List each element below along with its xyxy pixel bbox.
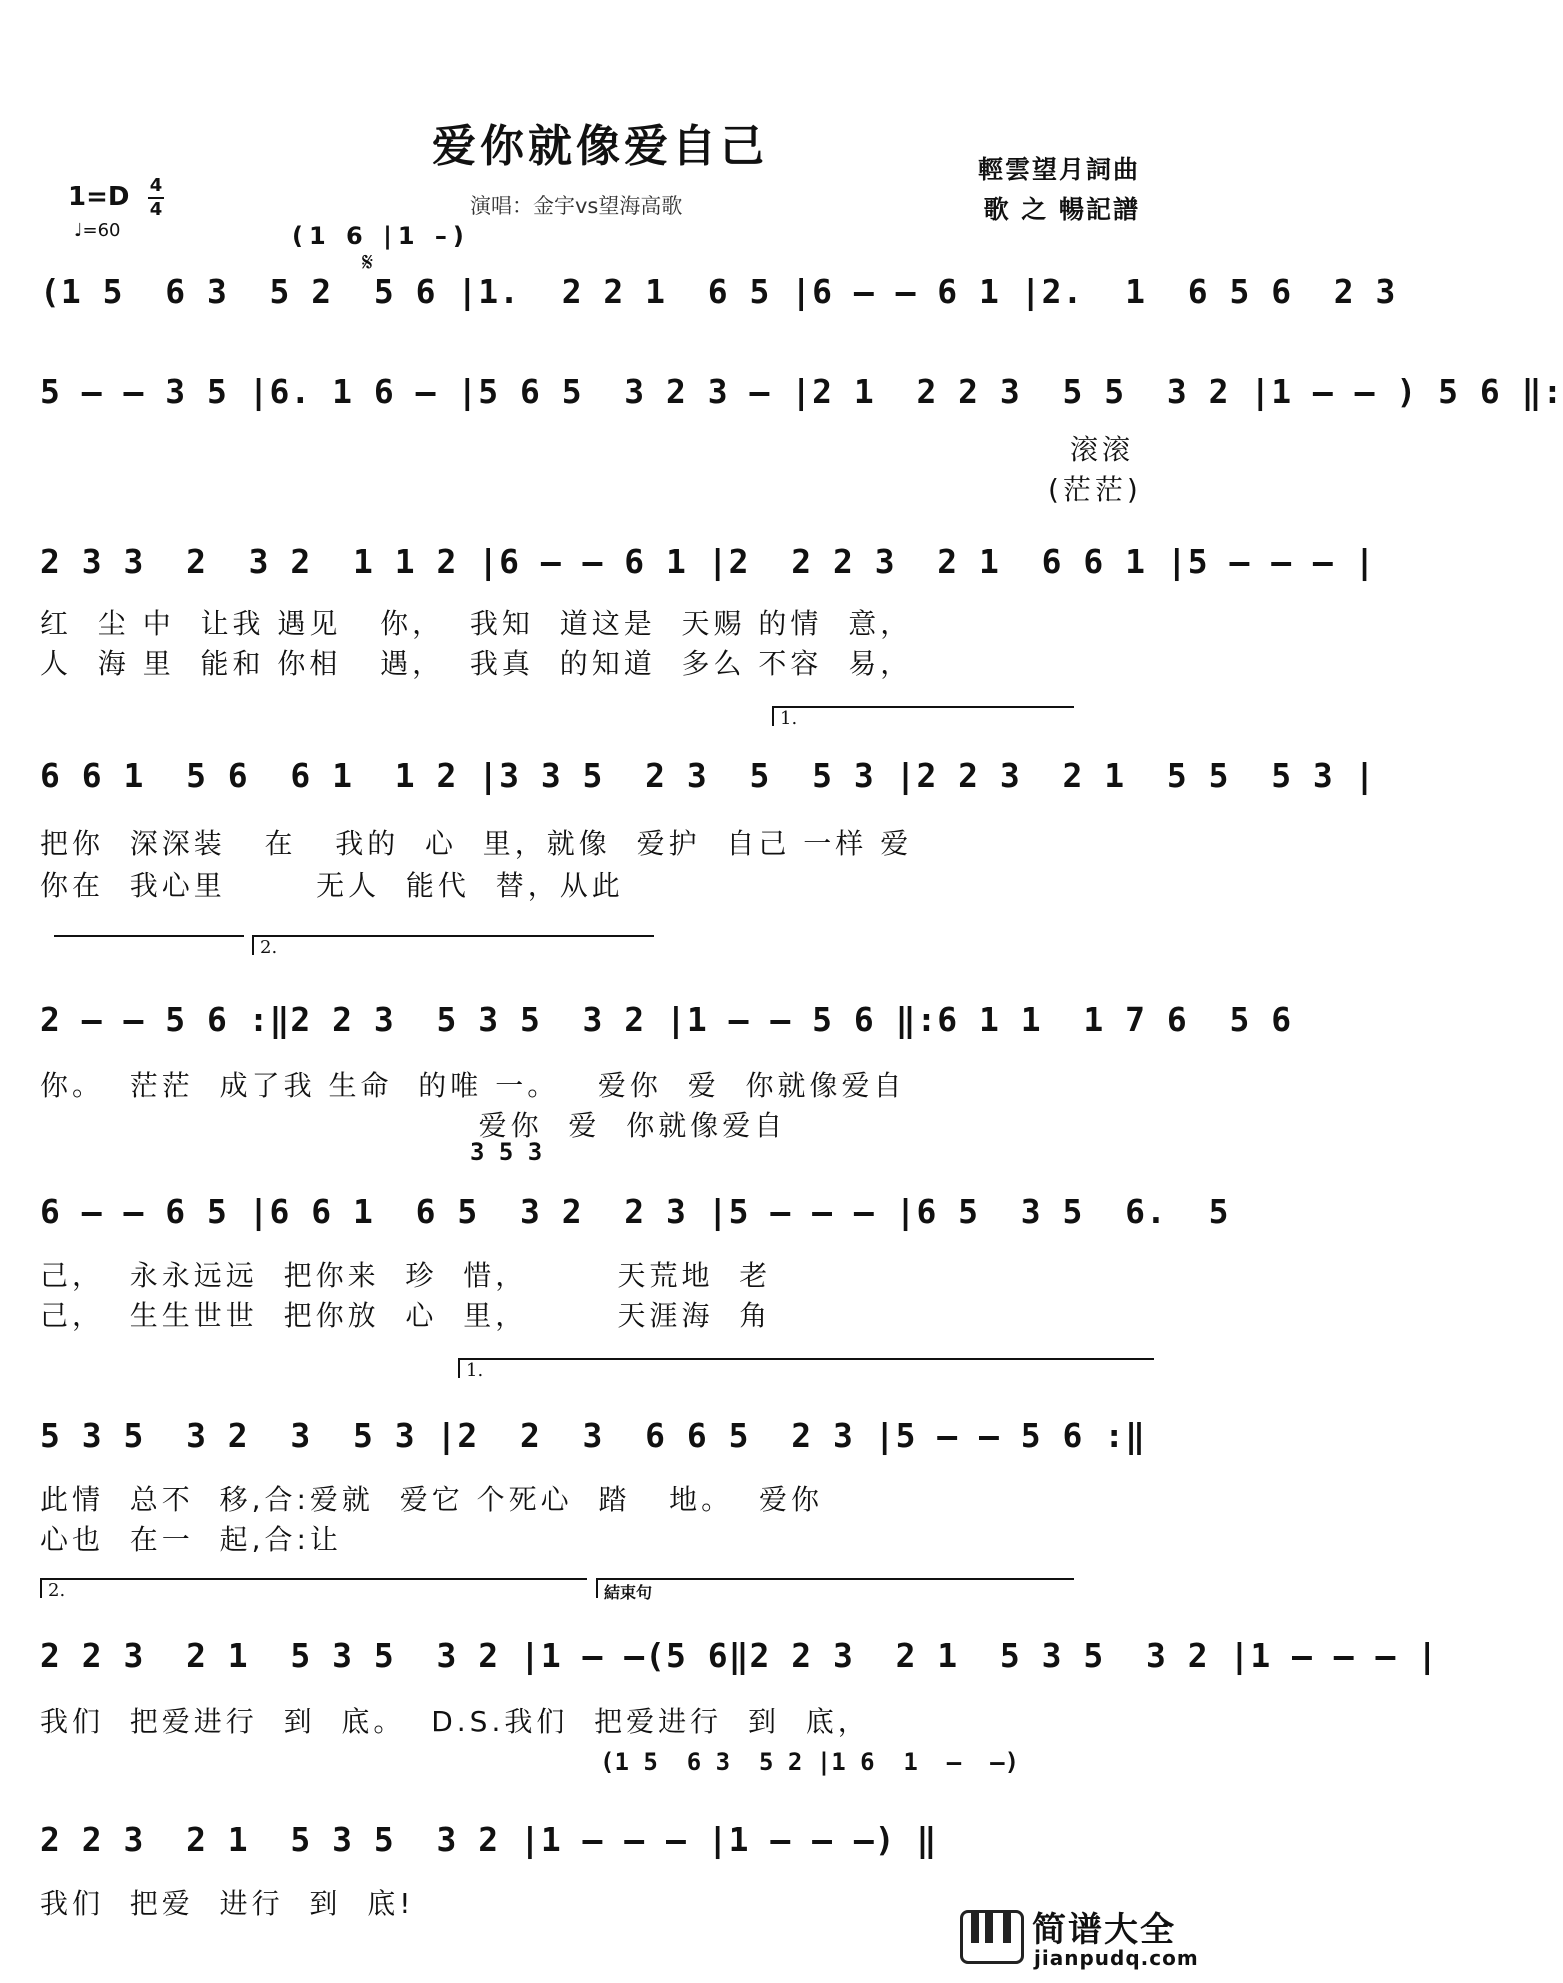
- volta-1-continuation: [54, 935, 244, 937]
- intro-bracket: (1 6 |1 –): [292, 222, 470, 250]
- lyric-row-4: 把你 深深装 在 我的 心 里，就像 爱护 自己 一样 爱: [40, 827, 913, 860]
- score-row-3: 2 3 3 2 3 2 1 1 2 |6 – – 6 1 |2 2 2 3 2 1 6 6 1 |5 – – – |: [40, 542, 1376, 581]
- lyric-row-7-alt: 心也 在一 起,合:让: [40, 1523, 342, 1556]
- score-row-7: 5 3 5 3 2 3 5 3 |2 2 3 6 6 5 2 3 |5 – – 5 6 :‖: [40, 1416, 1146, 1455]
- lyric-row-2-alt: (茫茫): [1048, 473, 1142, 506]
- lyric-row-4-alt: 你在 我心里 无人 能代 替，从此: [40, 869, 624, 902]
- lyric-row-5-alt: 爱你 爱 你就像爱自: [40, 1109, 787, 1142]
- volta-2: 2.: [252, 935, 654, 955]
- ending-instrumental: (1 5 6 3 5 2 |1 6 1 – –): [600, 1748, 1020, 1776]
- lyric-row-2: 滚滚: [1070, 433, 1135, 466]
- score-row-4: 6 6 1 5 6 6 1 1 2 |3 3 5 2 3 5 5 3 |2 2 3 2 1 5 5 5 3 |: [40, 756, 1376, 795]
- lyric-row-8: 我们 把爱进行 到 底。 D.S.我们 把爱进行 到 底，: [40, 1705, 870, 1738]
- song-title: 爱你就像爱自己: [432, 121, 768, 172]
- piano-icon: [960, 1910, 1024, 1964]
- key-signature: 1=D: [68, 182, 130, 212]
- score-row-9: 2 2 3 2 1 5 3 5 3 2 |1 – – – |1 – – –) ‖: [40, 1820, 938, 1859]
- segno-icon: 𝄋: [362, 248, 374, 278]
- performers: 演唱：金宇vs望海高歌: [470, 194, 683, 218]
- time-bottom: 4: [149, 199, 163, 220]
- lyric-row-5: 你。 茫茫 成了我 生命 的唯 一。 爱你 爱 你就像爱自: [40, 1069, 906, 1102]
- score-row-5: 2 – – 5 6 :‖2 2 3 5 3 5 3 2 |1 – – 5 6 ‖:6 1 1 1 7 6 5 6: [40, 1000, 1293, 1039]
- tempo-marking: ♩=60: [74, 220, 121, 241]
- lyric-row-3: 红 尘 中 让我 遇见 你， 我知 道这是 天赐 的情 意，: [40, 607, 913, 640]
- grace-notes: 3 5 3: [470, 1138, 543, 1166]
- transcriber: 歌 之 暢記譜: [983, 195, 1140, 224]
- site-logo: [960, 1900, 1199, 1970]
- ending-bracket: 結束句: [596, 1578, 1074, 1598]
- lyricist-composer: 輕雲望月詞曲: [977, 155, 1140, 184]
- logo-name: 简谱大全: [1032, 1910, 1176, 1950]
- lyric-row-3-alt: 人 海 里 能和 你相 遇， 我真 的知道 多么 不容 易，: [40, 647, 913, 680]
- score-row-1: (1 5 6 3 5 2 5 6 |1. 2 2 1 6 5 |6 – – 6 1 |2. 1 6 5 6 2 3: [40, 272, 1397, 311]
- logo-url: jianpudq.com: [1034, 1946, 1199, 1970]
- time-top: 4: [149, 175, 163, 196]
- score-row-6: 6 – – 6 5 |6 6 1 6 5 3 2 2 3 |5 – – – |6 5 3 5 6. 5: [40, 1192, 1230, 1231]
- score-row-8: 2 2 3 2 1 5 3 5 3 2 |1 – –(5 6‖2 2 3 2 1 5 3 5 3 2 |1 – – – |: [40, 1636, 1439, 1675]
- lyric-row-9: 我们 把爱 进行 到 底!: [40, 1887, 415, 1920]
- score-row-2: 5 – – 3 5 |6. 1 6 – |5 6 5 3 2 3 – |2 1 2 2 3 5 5 3 2 |1 – – ) 5 6 ‖:: [40, 372, 1563, 411]
- volta-1-second: 1.: [458, 1358, 1154, 1378]
- lyric-row-6: 己， 永永远远 把你来 珍 惜， 天荒地 老: [40, 1259, 772, 1292]
- volta-1: 1.: [772, 706, 1074, 726]
- volta-2-second: 2.: [40, 1578, 587, 1598]
- time-signature: [148, 176, 164, 220]
- lyric-row-7: 此情 总不 移,合:爱就 爱它 个死心 踏 地。 爱你: [40, 1483, 823, 1516]
- lyric-row-6-alt: 己， 生生世世 把你放 心 里， 天涯海 角: [40, 1299, 772, 1332]
